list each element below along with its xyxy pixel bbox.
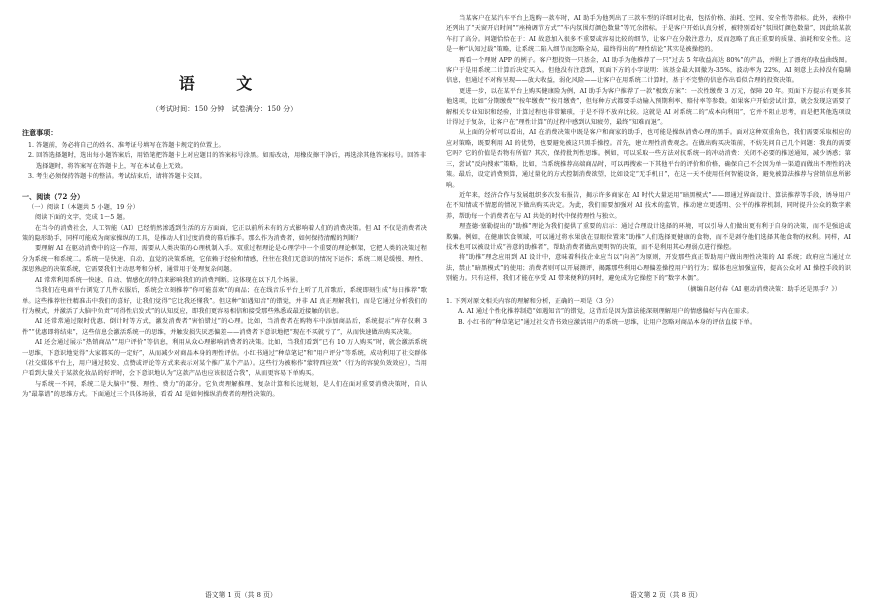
article-paragraph: 在当今的消费社会，人工智能（AI）已经悄然渗透到生活的方方面面，它正以前所未有的方式影响着人们的消费决策。但 AI 不仅是消费者决策的隐形助手，同样可能成为商家操纵的工具，是推动人们过度消费的幕后推手。那么作为消费者，如何保持清醒的判断？ <box>22 224 427 243</box>
subsection-heading: （一）阅读 I（本题共 5 小题，19 分） <box>28 203 139 211</box>
article-paragraph: 将“助推”理念应用到 AI 设计中，意味着科技企业应当以“向善”为原则，开发那些真正帮助用户做出理性决策的 AI 系统；政府应当通过立法，禁止“暗黑模式”的使用；消费者则可以开展测评，揭露那些利用心理偏差操控用户的行为；媒体也应加强宣传，提高公众对 AI 操控手段的识别能力。只有这样，我们才能在享受 AI 带来便利的同时，避免成为它操控下的“数字木偶”。 <box>446 254 851 283</box>
article-paragraph: 当某客户在某汽车平台上选购一款车时，AI 助手为他列出了三款车型的详细对比表，包括价格、油耗、空间、安全性等指标。此外，表格中还列出了“天窗开启时间”“座椅调节方式”“车内氛围灯颜色数量”等冗余指标。于是客户开始认真分析，被特别看好“氛围灯颜色数量”，因此给某款车打了高分。问题恰恰在于：AI 故意加入很多不重要或容易比较的细节，让客户在分散注意力，反而忽略了真正重要的质量、油耗和安全性。这是一种“认知过载”策略，让系统二陷入细节而忽略全局，最终得出的“理性结论”其实是被操控的。 <box>446 15 851 54</box>
article-paragraph: 当我们在电商平台浏览了几件衣服后，系统会立刻推荐“你可能喜欢”的商品；在在线音乐平台上听了几首歌后，系统即刻生成“每日推荐”歌单。这些推荐往往精准击中我们的喜好，让我们觉得“它比我还懂我”。但这种“如遇知音”的错觉，并非 AI 真正理解我们，而是它通过分析我们的行为模式，并激活了大脑中负责“可得性启发式”的认知反应，即我们更容易相信和接受那些熟悉或最近接触的信息。 <box>22 287 427 315</box>
article-paragraph: AI 常常利用系统一快速、自动、情感化的特点来影响我们的消费判断。这体现在以下几个场景。 <box>35 276 302 284</box>
question-stem: 1. 下列对原文相关内容的理解和分析，正确的一项是（3 分） <box>446 297 618 305</box>
question-option: A. AI 通过个性化推荐制造“如遇知音”的错觉，这背后是因为算法能深刻理解用户的情感偏好与内在需求。 <box>458 308 753 316</box>
page-footer-right: 语文第 2 页（共 8 页） <box>630 591 702 599</box>
notice-heading: 注意事项： <box>22 128 58 138</box>
article-paragraph: 从上面的分析可以看出，AI 在消费决策中既是客户和商家的助手，也可能是操纵消费心理的黑手。面对这种双重角色，我们需要采取相应的应对策略，既要利用 AI 的优势，也要避免被这只黑手操控。首先，建立理性消费观念。在做出购买决策前，不妨先问自己几个问题：我真的需要它吗？它的价值是否物有所值？其次，保持批判性思维。例如，可以采取一些方法对抗系统一的冲动消费：关闭不必要的推送通知，减少诱惑；第三，尝试“反向搜索”策略，比如，当系统推荐高端商品时，可以再搜索一下其他平台的评价和价格，确保自己不会因为单一渠道而做出不理性的决策。最后，设定消费预算，通过量化的方式控制消费欲望，比如设定“无手机日”，在这一天不使用任何智能设备，避免被算法推荐与营销信息所影响。 <box>446 129 851 189</box>
notice-item: 1. 答题前，务必将自己的姓名、准考证号填写在答题卡规定的位置上。 <box>28 141 225 149</box>
question-option: B. 小红书的“种草笔记”通过社交背书效应激活用户的系统一思维，让用户忽略对商品本身的评估直接下单。 <box>458 318 757 326</box>
exam-info: （考试时间：150 分钟 试卷满分：150 分） <box>151 105 298 113</box>
article-paragraph: 理查德·塞勒提出的“助推”理论为我们提供了重要的启示：通过合理设计选择的环境，可以引导人们做出更有利于自身的决策，而不是强迫或欺骗。例如，在健康饮食领域，可以通过将水果放在显眼位置来“助推”人们选择更健康的食物，而不是剥夺他们选择其他食物的权利。同样，AI 技术也可以被设计成“善意的助推者”，帮助消费者做出更明智的决策，而不是利用其心理弱点进行操控。 <box>446 223 851 251</box>
article-paragraph: 更进一步，以在某平台上购买健康险为例，AI 助手为客户推荐了一款“极致方案”：一次性缴费 3 万元，保障 20 年。页面下方提示有更多其他选项，比如“分期缴费”“按年缴费”“按月缴费”，但每种方式都要手动输入预期利率、赔付率等参数。如果客户开始尝试计算，就会发现这需要了解相关专业知识和经验，计算过程也非常繁琐，于是不得不放弃比较。这就是 AI 对系统二的“成本向利用”，它并不阻止思考，而是把其他选项设计得过于复杂，让客户在“理性计算”的过程中感到认知疲劳，最终“知难而退”。 <box>446 87 851 127</box>
page-title: 语 文 <box>178 74 271 93</box>
left-page <box>22 14 427 583</box>
notice-item: 2. 回答选择题时，选出每小题答案后，用铅笔把答题卡上对应题目的答案标号涂黑。如需改动，用橡皮擦干净后，再选涂其他答案标号。回答非选择题时，将答案写在答题卡上，写在本试卷上无效。 <box>28 152 426 170</box>
notice-item: 3. 考生必须保持答题卡的整洁。考试结束后，请将答题卡交回。 <box>28 173 206 181</box>
article-paragraph: 与系统一不同，系统二是大脑中“慢、理性、费力”的部分。它负责理解推理、复杂计算和长远规划，是人们在面对重要消费决策时，自认为“最靠谱”的思维方式。下面通过三个具体场景，看看 AI 是如何操纵消费者的理性决策的。 <box>22 380 427 399</box>
article-paragraph: 要理解 AI 在驱动消费中的这一作用，需要从人类决策的心理机制入手。双重过程理论是心理学中一个重要的理论框架，它把人类的决策过程分为系统一和系统二。系统一是快速、自动、直觉的决策系统，它依赖于经验和情感，往往在我们无意识的情况下运作；系统二则是缓慢、理性、深思熟虑的决策系统，它需要我们主动思考和分析，通常用于处理复杂问题。 <box>22 245 427 274</box>
article-source: （摘编自赵付春《AI 驱动消费决策：助手还是黑手？》） <box>684 285 841 293</box>
article-paragraph: 再看一个理财 APP 的例子。客户想投资一只基金，AI 助手为他推荐了一只“过去 5 年收益高达 80%”的产品，并附上了漂亮的收益曲线图。客户于是用系统二计算后决定买入。但他没有注意到，页面下方的小字说明：该基金最大回撤为-35%，波动率为 22%，AI 刻意上去掉没有隐瞒信息，但通过不对称呈现——放大收益，弱化风险——让客户在用系统二计算时，基于不完整的信息作出看似合理的投资决策。 <box>446 56 851 85</box>
section-heading: 一、阅读（72 分） <box>22 192 85 202</box>
article-paragraph: 近年来，经济合作与发展组织多次发布报告，揭示许多商家在 AI 时代大量运用“暗黑模式”——即通过界面设计、算法推荐等手段，诱导用户在不知情或不情愿的情况下做出购买决定。为此，我们需要加强对 AI 技术的监管，推动建立更透明、公平的推荐机制，同时提升公众的数字素养，帮助每一个消费者在与 AI 共处的时代中保持理性与独立。 <box>446 191 851 220</box>
page-footer-left: 语文第 1 页（共 8 页） <box>205 591 277 599</box>
article-paragraph: AI 还会通过展示“热销商品”“用户评价”等信息，利用从众心理影响消费者的决策。比如，当我们看到“已有 10 万人购买”时，就会激活系统一思维，下意识地觉得“大家都买的一定好”，从而减少对商品本身的理性评估。小红书通过“种草笔记”和“用户评分”等系统，成功利用了社交群体（社交媒体平台上，用户通过转发、点赞或评论等方式来表示对某个推广某个产品）。这些行为被称作“蒙特西应效”（行为的容貌负效效应），当用户看到大量关于某款化妆品的好评时，会下意识地认为“这款产品也应该很适合我”，从而更容易下单购买。 <box>22 339 427 378</box>
right-page <box>446 14 851 583</box>
reading-instruction: 阅读下面的文字，完成 1～5 题。 <box>35 214 129 222</box>
article-paragraph: AI 还常常通过限时优惠、倒计时等方式，激发消费者“害怕错过”的心理。比如，当消费者在购物车中添加商品后，系统提示“库存仅剩 3 件”“优惠即将结束”，这些信息会激活系统一的思维，并触发损失厌恶偏差——消费者下意识地把“现在不买就亏了”，从而快速做出购买决策。 <box>22 318 427 336</box>
